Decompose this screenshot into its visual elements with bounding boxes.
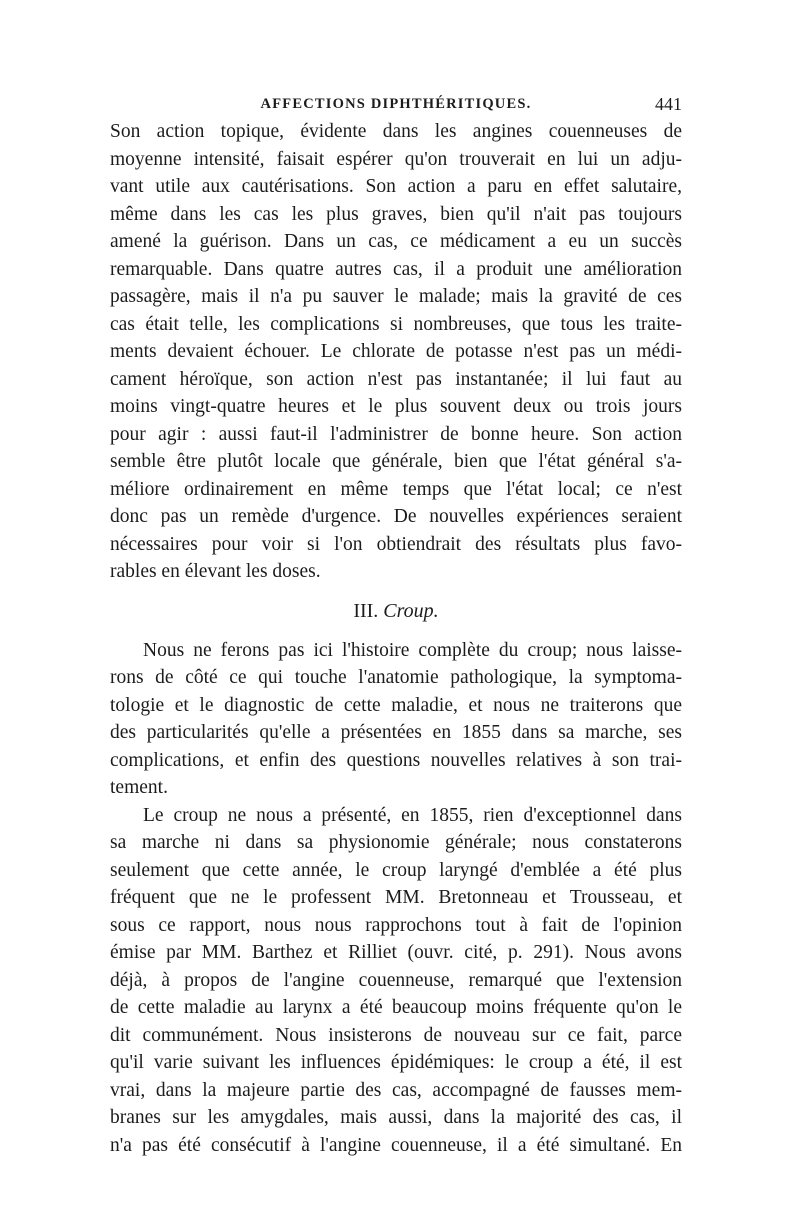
- text-line: ments devaient échouer. Le chlorate de potasse n'est pas un médi-: [110, 341, 682, 362]
- running-title: AFFECTIONS DIPHTHÉRITIQUES.: [260, 96, 532, 112]
- text-line: fréquent que ne le professent MM. Bretonneau et Trousseau, et: [110, 887, 682, 908]
- paragraph-croup-1855: [110, 802, 682, 1160]
- section-number: III.: [353, 599, 379, 622]
- text-line: seulement que cette année, le croup laryngé d'emblée a été plus: [110, 859, 682, 881]
- text-line: cas était telle, les complications si nombreuses, que tous les traite-: [110, 313, 682, 335]
- text-line: sous ce rapport, nous nous rapprochons tout à fait de l'opinion: [110, 914, 682, 936]
- text-line: remarquable. Dans quatre autres cas, il a produit une amélioration: [110, 258, 682, 280]
- body-text: [110, 118, 682, 1159]
- text-line: nécessaires pour voir si l'on obtiendrait des résultats plus favo-: [110, 533, 682, 555]
- text-line: méliore ordinairement en même temps que l'état local; ce n'est: [110, 478, 682, 500]
- text-line: Nous ne ferons pas ici l'histoire complète du croup; nous laisse-: [143, 639, 682, 661]
- text-line: des particularités qu'elle a présentées en 1855 dans sa marche, ses: [110, 722, 682, 743]
- text-line: émise par MM. Barthez et Rilliet (ouvr. cité, p. 291). Nous avons: [110, 942, 682, 963]
- text-line: cament héroïque, son action n'est pas instantanée; il lui faut au: [110, 368, 682, 390]
- text-line: pour agir : aussi faut-il l'administrer de bonne heure. Son action: [110, 423, 682, 445]
- text-line: n'a pas été consécutif à l'angine couenneuse, il a été simultané. En: [110, 1134, 682, 1156]
- section-heading: [110, 588, 682, 634]
- text-line: rables en élevant les doses.: [110, 561, 321, 582]
- paragraph-chlorate: [110, 118, 682, 586]
- text-line: passagère, mais il n'a pu sauver le malade; mais la gravité de ces: [110, 286, 682, 307]
- text-line: déjà, à propos de l'angine couenneuse, remarqué que l'extension: [110, 969, 682, 991]
- text-line: vant utile aux cautérisations. Son action a paru en effet salutaire,: [110, 176, 682, 197]
- text-line: moyenne intensité, faisait espérer qu'on trouverait en lui un adju-: [110, 148, 682, 170]
- text-line: vrai, dans la majeure partie des cas, accompagné de fausses mem-: [110, 1079, 682, 1101]
- text-line: Le croup ne nous a présenté, en 1855, rien d'exceptionnel dans: [143, 804, 682, 826]
- text-line: rons de côté ce qui touche l'anatomie pathologique, la symptoma-: [110, 667, 682, 688]
- text-line: qu'il varie suivant les influences épidémiques: le croup a été, il est: [110, 1052, 682, 1073]
- text-line: de cette maladie au larynx a été beaucoup moins fréquente qu'on le: [110, 997, 682, 1018]
- text-line: même dans les cas les plus graves, bien qu'il n'ait pas toujours: [110, 203, 682, 225]
- text-line: tologie et le diagnostic de cette maladie, et nous ne traiterons que: [110, 694, 682, 716]
- text-line: amené la guérison. Dans un cas, ce médicament a eu un succès: [110, 231, 682, 252]
- text-line: donc pas un remède d'urgence. De nouvelles expériences seraient: [110, 506, 682, 527]
- page-number: 441: [655, 94, 682, 114]
- text-line: sa marche ni dans sa physionomie générale; nous constaterons: [110, 832, 682, 853]
- section-title: Croup.: [383, 599, 439, 622]
- text-line: dit communément. Nous insisterons de nouveau sur ce fait, parce: [110, 1024, 682, 1046]
- text-line: complications, et enfin des questions nouvelles relatives à son trai-: [110, 749, 682, 771]
- text-line: Son action topique, évidente dans les angines couenneuses de: [110, 121, 682, 142]
- paragraph-croup-intro: [110, 637, 682, 802]
- text-line: semble être plutôt locale que générale, bien que l'état général s'a-: [110, 451, 682, 472]
- text-line: moins vingt-quatre heures et le plus souvent deux ou trois jours: [110, 396, 682, 417]
- text-line: tement.: [110, 777, 168, 798]
- text-line: branes sur les amygdales, mais aussi, dans la majorité des cas, il: [110, 1107, 682, 1128]
